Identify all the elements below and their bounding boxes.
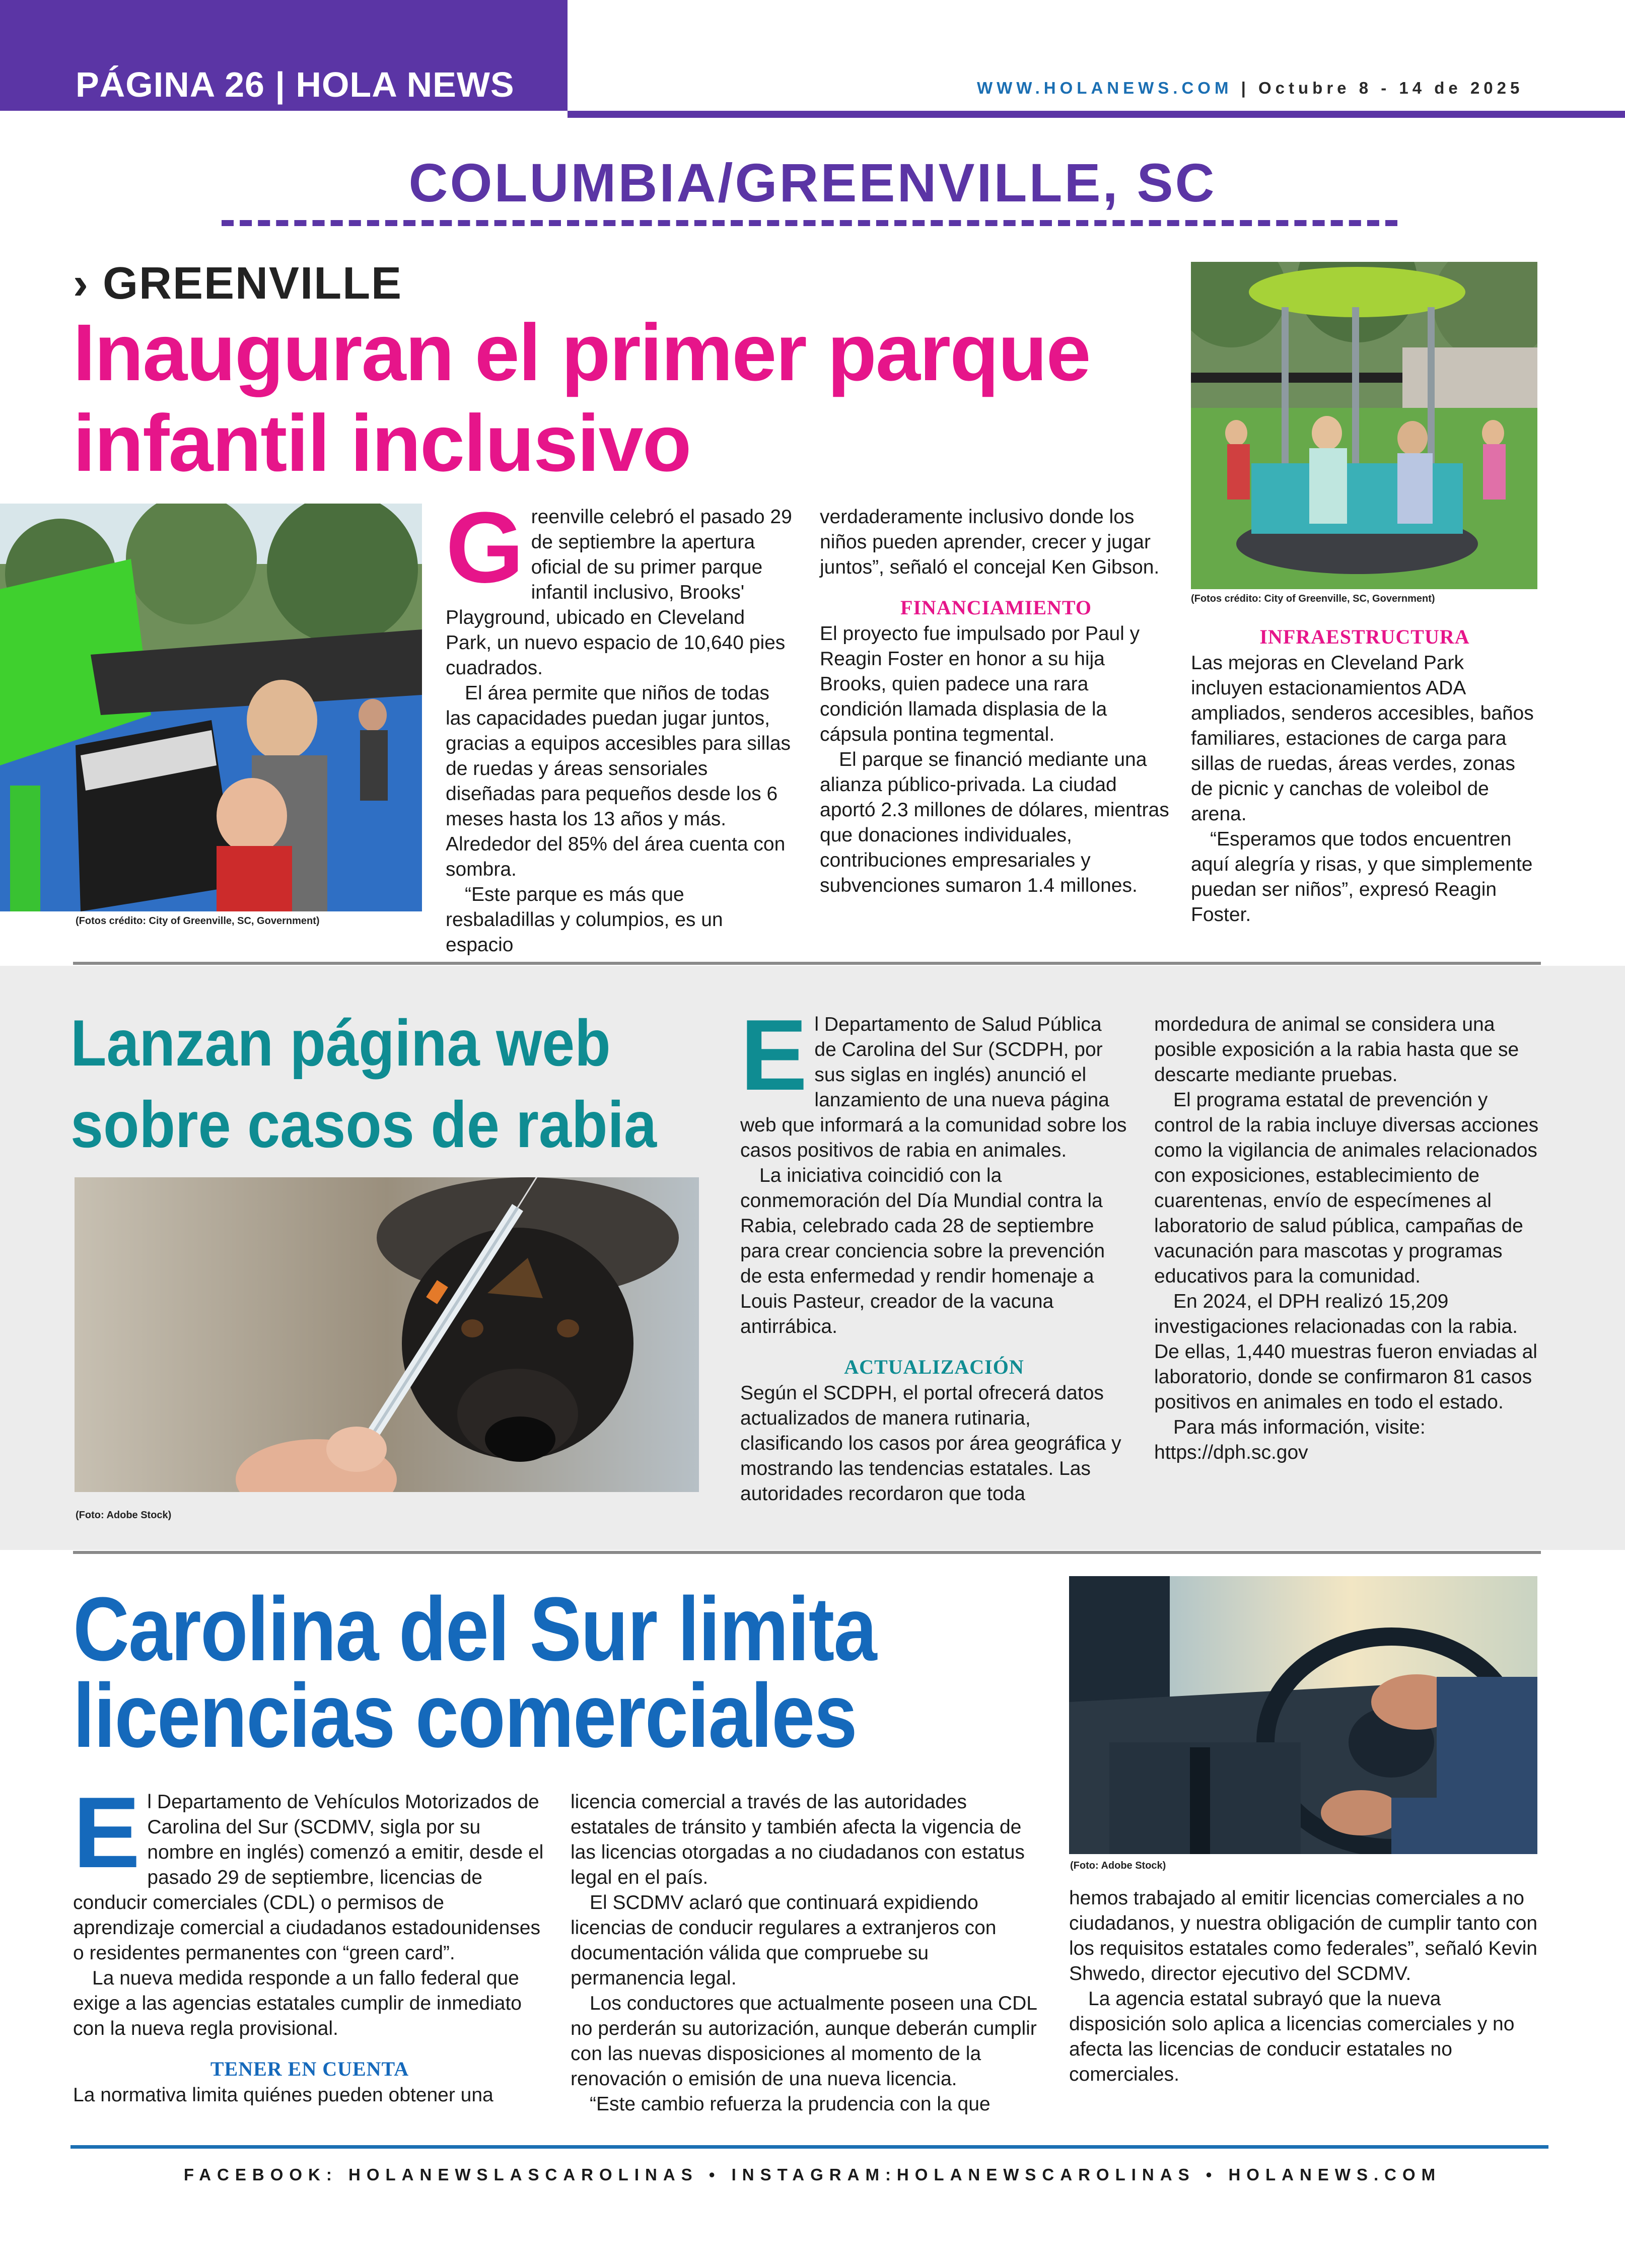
paragraph: El área permite que niños de todas las capacidades puedan jugar juntos, gracias a equipos accesibles para sillas de ruedas y áreas sensoriales diseñadas para pequeños desde los 6 meses hasta los 13 años y más. Alrededor del 85% del área cuenta con sombra.	[446, 682, 791, 880]
article3-column-2	[571, 1790, 1044, 2117]
subheading: INFRAESTRUCTURA	[1259, 625, 1470, 648]
kicker-label: GREENVILLE	[103, 258, 403, 309]
playground-photo-right	[1191, 262, 1537, 589]
paragraph: La iniciativa coincidió con la conmemoración del Día Mundial contra la Rabia, celebrado cada 28 de septiembre para crear conciencia sobre la prevención de esta enfermedad y rendir homenaje a Louis Pasteur, creador de la vacuna antirrábica.	[740, 1165, 1105, 1337]
divider	[73, 1551, 1541, 1554]
paragraph: “Este cambio refuerza la prudencia con la que	[590, 2093, 991, 2115]
truck-driver-photo	[1069, 1576, 1537, 1854]
photo-credit: (Foto: Adobe Stock)	[76, 1510, 172, 1521]
paragraph: l Departamento de Vehículos Motorizados de Carolina del Sur (SCDMV, sigla por su nombre en inglés) comenzó a emitir, desde el pasado 29 de septiembre, licencias de conducir comerciales (CDL) o permisos de aprendizaje comercial a ciudadanos estadounidenses o residentes permanentes con “green card”.	[73, 1791, 544, 1964]
paragraph: La normativa limita quiénes pueden obtener una	[73, 2084, 493, 2106]
dropcap: E	[73, 1777, 140, 1889]
section-title: COLUMBIA/GREENVILLE, SC	[408, 152, 1217, 213]
playground-photo-left	[0, 504, 422, 911]
article2-headline: Lanzan página web sobre casos de rabia	[70, 1006, 657, 1161]
paragraph: Los conductores que actualmente poseen una CDL no perderán su autorización, aunque deberán cumplir con las nuevas disposiciones al momento de la renovación o emisión de una nueva licencia.	[571, 1993, 1037, 2090]
paragraph: El SCDMV aclaró que continuará expidiendo licencias de conducir regulares a extranjeros con documentación válida que compruebe su permanencia legal.	[571, 1892, 997, 1989]
chevron-right-icon: ›	[73, 258, 89, 309]
website-link[interactable]: WWW.HOLANEWS.COM	[977, 79, 1233, 97]
article2-column-2	[1154, 1012, 1542, 1465]
paragraph: El parque se financió mediante una alianza público-privada. La ciudad aportó 2.3 millones de dólares, mientras que donaciones individuales, contribuciones empresariales y subvenciones sumaron 1.4 millones.	[820, 749, 1169, 896]
paragraph: La nueva medida responde a un fallo federal que exige a las agencias estatales cumplir de inmediato con la nueva regla provisional.	[73, 1967, 522, 2039]
paragraph: licencia comercial a través de las autoridades estatales de tránsito y también afecta la vigencia de las licencias otorgadas a no ciudadanos con estatus legal en el país.	[571, 1791, 1025, 1888]
paragraph: La agencia estatal subrayó que la nueva disposición solo aplica a licencias comerciales y no afecta las licencias de conducir estatales no comerciales.	[1069, 1988, 1515, 2085]
dropcap: E	[740, 999, 808, 1111]
article3-column-3	[1069, 1886, 1540, 2087]
article1-column-2	[820, 505, 1172, 898]
photo-credit: (Fotos crédito: City of Greenville, SC, Government)	[76, 915, 320, 927]
subheading: ACTUALIZACIÓN	[844, 1356, 1024, 1378]
article3-column-1	[73, 1777, 546, 2108]
footer-rule	[70, 2145, 1548, 2149]
subheading: FINANCIAMIENTO	[900, 596, 1092, 619]
section-divider	[222, 220, 1397, 226]
date-range: Octubre 8 - 14 de 2025	[1258, 79, 1524, 97]
paragraph: El programa estatal de prevención y control de la rabia incluye diversas acciones como la vigilancia de animales relacionados con exposiciones, establecimiento de cuarentenas, envío de especímenes al laboratorio de salud pública, campañas de vacunación para mascotas y programas educativos para la comunidad.	[1154, 1089, 1539, 1287]
paragraph: Las mejoras en Cleveland Park incluyen estacionamientos ADA ampliados, senderos accesibles, baños familiares, estaciones de carga para sillas de ruedas, áreas verdes, zonas de picnic y canchas de voleibol de arena.	[1191, 652, 1534, 825]
article3-headline: Carolina del Sur limita licencias comerciales	[73, 1579, 876, 1766]
paragraph: verdaderamente inclusivo donde los niños pueden aprender, crecer y jugar juntos”, señaló el concejal Ken Gibson.	[820, 506, 1160, 578]
article1-column-3	[1191, 613, 1538, 928]
footer-social-links[interactable]: FACEBOOK: HOLANEWSLASCAROLINAS • INSTAGRAM:HOLANEWSCAROLINAS • HOLANEWS.COM	[183, 2165, 1442, 2184]
paragraph: l Departamento de Salud Pública de Carolina del Sur (SCDPH, por sus siglas en inglés) anunció el lanzamiento de una nueva página web que informará a la comunidad sobre los casos positivos de rabia en animales.	[740, 1014, 1127, 1161]
paragraph: Según el SCDPH, el portal ofrecerá datos actualizados de manera rutinaria, clasificando los casos por área geográfica y mostrando las tendencias estatales. Las autoridades recordaron que toda	[740, 1382, 1121, 1505]
header-separator: |	[1241, 79, 1250, 97]
article1-kicker	[73, 258, 402, 310]
paragraph: En 2024, el DPH realizó 15,209 investigaciones relacionadas con la rabia. De ellas, 1,440 muestras fueron enviadas al laboratorio, donde se confirmaron 81 casos positivos en animales en todo el estado.	[1154, 1291, 1537, 1413]
paragraph: mordedura de animal se considera una posible exposición a la rabia hasta que se descarte mediante pruebas.	[1154, 1014, 1519, 1086]
header-rule	[568, 111, 1625, 118]
photo-credit: (Foto: Adobe Stock)	[1070, 1860, 1166, 1871]
website-link[interactable]: Para más información, visite: https://dph.sc.gov	[1154, 1416, 1426, 1463]
paragraph: “Esperamos que todos encuentren aquí alegría y risas, y que simplemente puedan ser niños”, expresó Reagin Foster.	[1191, 828, 1533, 926]
dog-vaccine-photo	[75, 1177, 699, 1492]
paragraph: El proyecto fue impulsado por Paul y Reagin Foster en honor a su hija Brooks, quien padece una rara condición llamada displasia de la cápsula pontina tegmental.	[820, 623, 1140, 745]
article2-column-1	[740, 999, 1128, 1507]
paragraph: “Este parque es más que resbaladillas y columpios, es un espacio	[446, 884, 723, 956]
dropcap: G	[446, 491, 524, 604]
photo-credit: (Fotos crédito: City of Greenville, SC, Government)	[1191, 593, 1435, 604]
paragraph: reenville celebró el pasado 29 de septiembre la apertura oficial de su primer parque infantil inclusivo, Brooks' Playground, ubicado en Cleveland Park, un nuevo espacio de 10,640 pies cuadrados.	[446, 506, 792, 679]
article1-headline: Inauguran el primer parque infantil inclusivo	[73, 307, 1090, 488]
header-right	[977, 79, 1523, 98]
article1-column-1	[446, 491, 793, 958]
divider	[73, 962, 1541, 965]
subheading: TENER EN CUENTA	[210, 2058, 409, 2080]
page-label: PÁGINA 26 | HOLA NEWS	[76, 65, 515, 104]
paragraph: hemos trabajado al emitir licencias comerciales a no ciudadanos, y nuestra obligación de cumplir tanto con los requisitos estatales como federales”, señaló Kevin Shwedo, director ejecutivo del SCDMV.	[1069, 1887, 1538, 1985]
